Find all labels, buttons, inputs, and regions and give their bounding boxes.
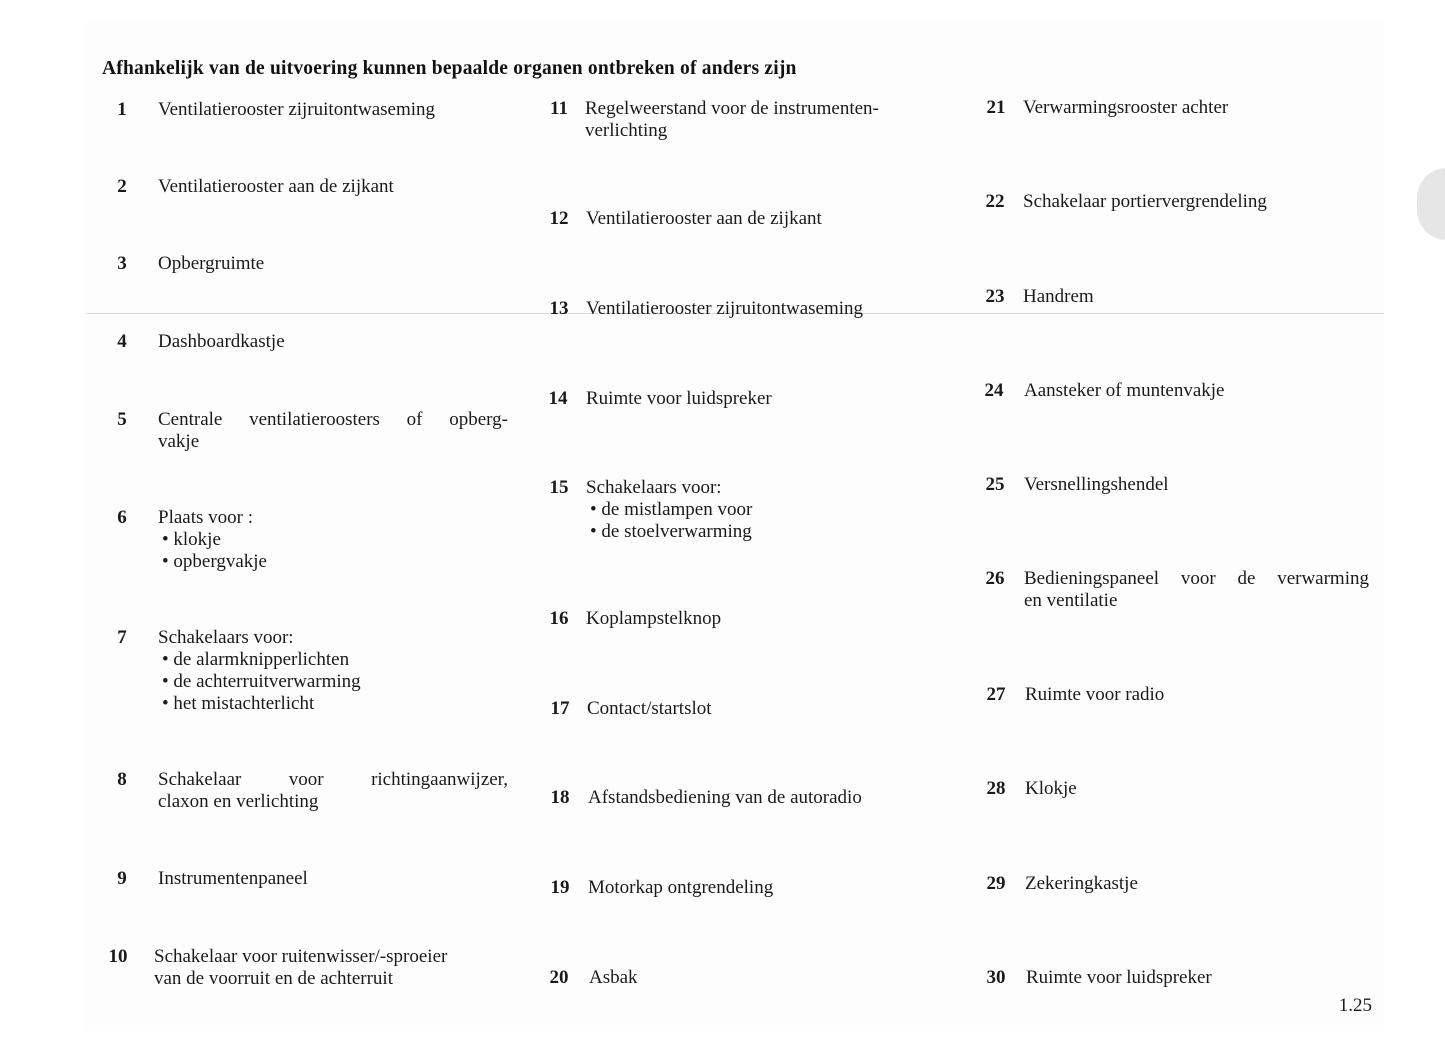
page-number: 1.25 (1338, 995, 1372, 1016)
item-description (1025, 684, 1164, 706)
item-description (586, 208, 822, 230)
item-line: Opbergruimte (158, 253, 265, 274)
item-number: 26 (985, 568, 1005, 589)
item-line: Klokje (1025, 778, 1077, 799)
manual-page (86, 20, 1384, 1030)
item-description (154, 946, 514, 990)
item-line: Handrem (1023, 286, 1094, 307)
page-edge-tab (1417, 168, 1445, 240)
item-description (589, 967, 638, 989)
item-line: Schakelaar portiervergrendeling (1023, 191, 1267, 212)
item-line: Instrumentenpaneel (158, 868, 308, 889)
item-line: Zekeringkastje (1025, 873, 1138, 894)
item-number: 15 (549, 477, 569, 498)
item-description (1024, 474, 1169, 496)
item-line: Ruimte voor radio (1025, 684, 1165, 705)
item-description (587, 698, 712, 720)
item-number: 28 (986, 778, 1006, 799)
item-description (158, 409, 508, 453)
item-line: Asbak (589, 967, 638, 988)
item-line: • de mistlampen voor (590, 499, 753, 520)
item-number: 25 (985, 474, 1005, 495)
item-line: verlichting (585, 120, 668, 141)
item-description (588, 787, 862, 809)
item-line: Centrale ventilatieroosters of opberg- (158, 409, 508, 430)
item-description (158, 868, 308, 890)
item-description (158, 253, 264, 275)
item-description (1026, 967, 1212, 989)
item-line: Schakelaar voor richtingaanwijzer, (158, 769, 508, 790)
item-description (158, 769, 508, 813)
item-number: 2 (117, 176, 127, 197)
item-description (1024, 380, 1224, 402)
item-number: 7 (117, 627, 127, 648)
item-line: • het mistachterlicht (162, 693, 315, 714)
item-number: 10 (108, 946, 128, 967)
item-description (1023, 191, 1267, 213)
item-line: Regelweerstand voor de instrumenten- (585, 98, 879, 119)
item-line: • opbergvakje (162, 551, 267, 572)
item-description (1023, 286, 1094, 308)
item-description (586, 388, 772, 410)
item-description (158, 176, 394, 198)
item-line: claxon en verlichting (158, 791, 319, 812)
item-number: 12 (549, 208, 569, 229)
item-description (588, 877, 773, 899)
item-line: en ventilatie (1024, 590, 1118, 611)
item-number: 30 (986, 967, 1006, 988)
item-description (158, 331, 285, 353)
item-number: 23 (985, 286, 1005, 307)
item-description (1024, 568, 1369, 612)
item-number: 20 (549, 967, 569, 988)
item-line: van de voorruit en de achterruit (154, 968, 393, 989)
item-number: 9 (117, 868, 127, 889)
item-description (1023, 97, 1228, 119)
item-number: 1 (117, 99, 127, 120)
item-number: 27 (986, 684, 1006, 705)
item-line: • de alarmknipperlichten (162, 649, 350, 670)
item-line: Ventilatierooster zijruitontwaseming (586, 298, 864, 319)
item-number: 11 (550, 98, 568, 119)
item-line: Ventilatierooster aan de zijkant (158, 176, 394, 197)
item-line: Schakelaars voor: (586, 477, 722, 498)
item-number: 14 (548, 388, 568, 409)
item-line: Contact/startslot (587, 698, 712, 719)
item-number: 8 (117, 769, 127, 790)
item-description (1025, 873, 1138, 895)
item-line: Bedieningspaneel voor de verwarming (1024, 568, 1369, 589)
item-line: Ruimte voor luidspreker (586, 388, 772, 409)
item-line: Schakelaars voor: (158, 627, 294, 648)
item-number: 13 (549, 298, 569, 319)
item-line: vakje (158, 431, 200, 452)
item-description (158, 627, 361, 715)
item-number: 16 (549, 608, 569, 629)
item-number: 4 (117, 331, 127, 352)
item-number: 22 (985, 191, 1005, 212)
item-description (1025, 778, 1077, 800)
item-number: 19 (550, 877, 570, 898)
item-number: 29 (986, 873, 1006, 894)
item-description (586, 477, 752, 543)
item-number: 18 (550, 787, 570, 808)
item-line: Schakelaar voor ruitenwisser/-sproeier (154, 946, 448, 967)
item-line: Verwarmingsrooster achter (1023, 97, 1229, 118)
item-line: • de stoelverwarming (590, 521, 752, 542)
item-line: Motorkap ontgrendeling (588, 877, 774, 898)
item-description (158, 507, 267, 573)
item-line: Aansteker of muntenvakje (1024, 380, 1225, 401)
item-line: • klokje (162, 529, 221, 550)
item-number: 21 (986, 97, 1006, 118)
item-line: Ventilatierooster aan de zijkant (586, 208, 822, 229)
item-number: 17 (550, 698, 570, 719)
item-line: Ruimte voor luidspreker (1026, 967, 1212, 988)
item-description (586, 298, 863, 320)
item-line: Afstandsbediening van de autoradio (588, 787, 862, 808)
item-number: 3 (117, 253, 127, 274)
item-description (585, 98, 945, 142)
item-description (158, 99, 435, 121)
item-line: Versnellingshendel (1024, 474, 1169, 495)
item-number: 24 (984, 380, 1004, 401)
item-line: • de achterruitverwarming (162, 671, 361, 692)
item-line: Plaats voor : (158, 507, 253, 528)
item-number: 6 (117, 507, 127, 528)
item-line: Ventilatierooster zijruitontwaseming (158, 99, 436, 120)
item-line: Koplampstelknop (586, 608, 722, 629)
item-number: 5 (117, 409, 127, 430)
item-description (586, 608, 721, 630)
item-line: Dashboardkastje (158, 331, 285, 352)
page-heading: Afhankelijk van de uitvoering kunnen bepaalde organen ontbreken of anders zijn (102, 58, 797, 79)
